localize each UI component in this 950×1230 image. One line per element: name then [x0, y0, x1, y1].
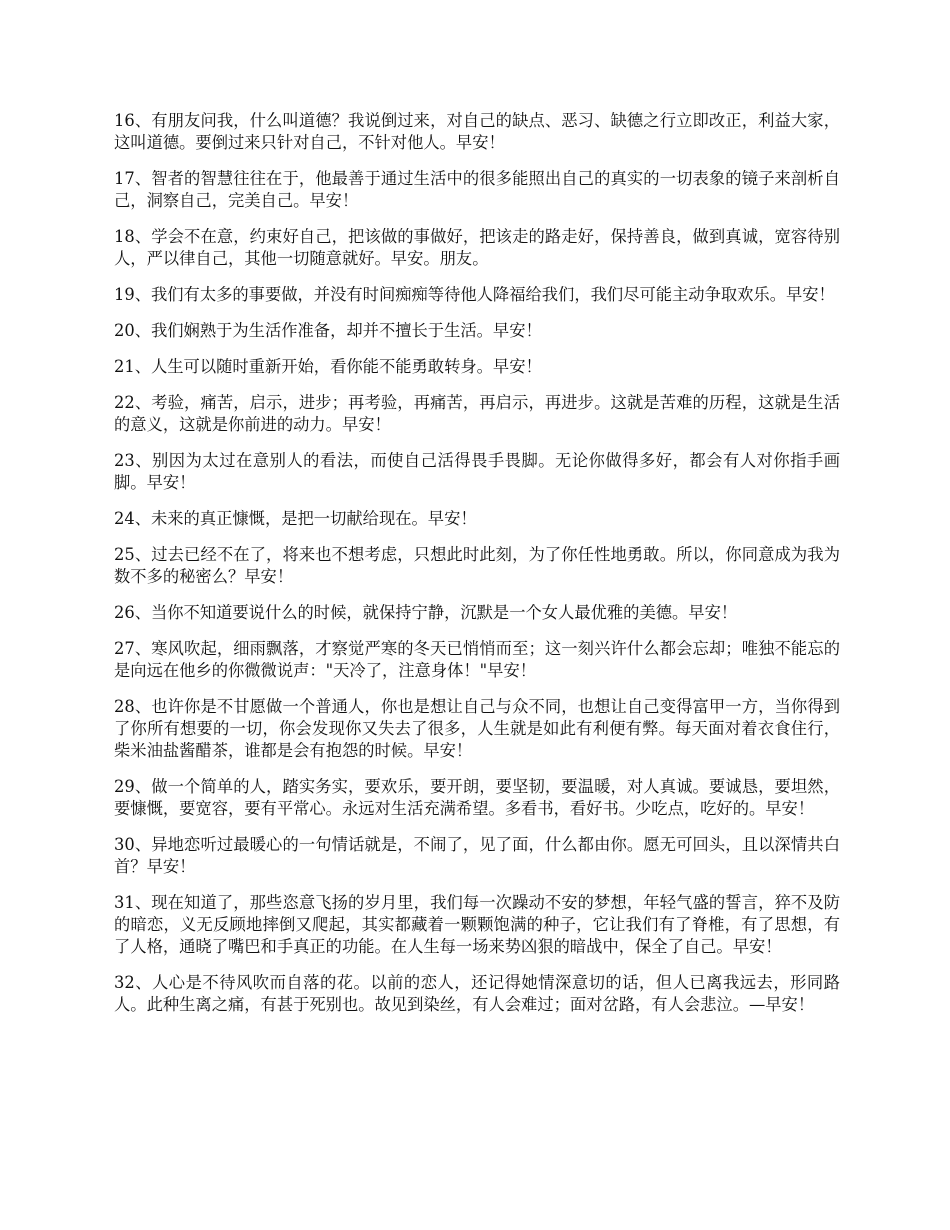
paragraph-16: 16、有朋友问我，什么叫道德？我说倒过来，对自己的缺点、恶习、缺德之行立即改正，利益大家，这叫道德。要倒过来只针对自己，不针对他人。早安！	[114, 111, 840, 152]
paragraph-32: 32、人心是不待风吹而自落的花。以前的恋人，还记得她情深意切的话，但人已离我远去，形同路人。此种生离之痛，有甚于死别也。故见到染丝，有人会难过；面对岔路，有人会悲泣。—早安！	[114, 973, 840, 1014]
paragraph-30: 30、异地恋听过最暖心的一句情话就是，不闹了，见了面，什么都由你。愿无可回头，且以深情共白首？早安！	[114, 835, 840, 876]
paragraph-27: 27、寒风吹起，细雨飘落，才察觉严寒的冬天已悄悄而至；这一刻兴许什么都会忘却；唯独不能忘的是向远在他乡的你微微说声："天冷了，注意身体！"早安！	[114, 639, 840, 680]
paragraph-20: 20、我们娴熟于为生活作准备，却并不擅长于生活。早安！	[114, 321, 542, 340]
paragraph-29: 29、做一个简单的人，踏实务实，要欢乐，要开朗，要坚韧，要温暖，对人真诚。要诚恳，要坦然，要慷慨，要宽容，要有平常心。永远对生活充满希望。多看书，看好书。少吃点，吃好的。早安！	[114, 777, 840, 818]
paragraph-25: 25、过去已经不在了，将来也不想考虑，只想此时此刻，为了你任性地勇敢。所以，你同意成为我为数不多的秘密么？早安！	[114, 545, 840, 586]
document-body	[114, 110, 840, 1030]
paragraph-23: 23、别因为太过在意别人的看法，而使自己活得畏手畏脚。无论你做得多好，都会有人对你指手画脚。早安！	[114, 451, 840, 492]
paragraph-18: 18、学会不在意，约束好自己，把该做的事做好，把该走的路走好，保持善良，做到真诚，宽容待别人，严以律自己，其他一切随意就好。早安。朋友。	[114, 227, 840, 268]
paragraph-21: 21、人生可以随时重新开始，看你能不能勇敢转身。早安！	[114, 357, 542, 376]
paragraph-19: 19、我们有太多的事要做，并没有时间痴痴等待他人降福给我们，我们尽可能主动争取欢乐。早安！	[114, 285, 835, 304]
paragraph-31: 31、现在知道了，那些恣意飞扬的岁月里，我们每一次躁动不安的梦想，年轻气盛的誓言，猝不及防的暗恋，义无反顾地摔倒又爬起，其实都藏着一颗颗饱满的种子，它让我们有了脊椎，有了思想，有了人格，通晓了嘴巴和手真正的功能。在人生每一场来势凶狠的暗战中，保全了自己。早安！	[114, 893, 840, 956]
paragraph-28: 28、也许你是不甘愿做一个普通人，你也是想让自己与众不同，也想让自己变得富甲一方，当你得到了你所有想要的一切，你会发现你又失去了很多，人生就是如此有利便有弊。每天面对着衣食住行，柴米油盐酱醋茶，谁都是会有抱怨的时候。早安！	[114, 697, 840, 760]
paragraph-22: 22、考验，痛苦，启示，进步；再考验，再痛苦，再启示，再进步。这就是苦难的历程，这就是生活的意义，这就是你前进的动力。早安！	[114, 393, 840, 434]
paragraph-17: 17、智者的智慧往往在于，他最善于通过生活中的很多能照出自己的真实的一切表象的镜子来剖析自己，洞察自己，完美自己。早安！	[114, 169, 840, 210]
paragraph-24: 24、未来的真正慷慨，是把一切献给现在。早安！	[114, 509, 477, 528]
paragraph-26: 26、当你不知道要说什么的时候，就保持宁静，沉默是一个女人最优雅的美德。早安！	[114, 603, 738, 622]
